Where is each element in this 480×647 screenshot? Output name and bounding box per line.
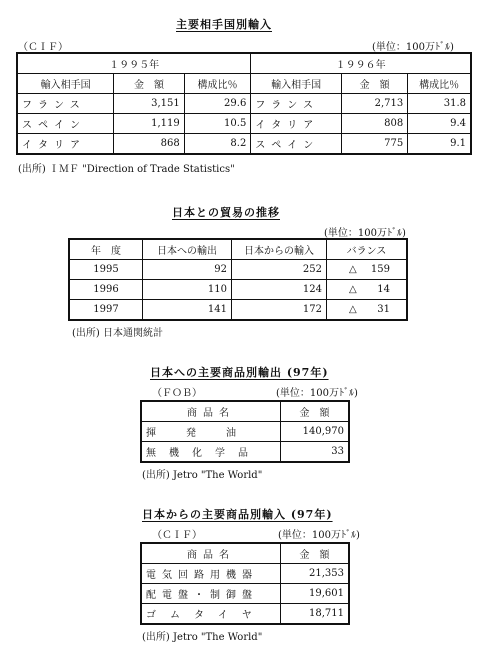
share-cell: 31.8 <box>408 94 471 114</box>
section1-table <box>16 52 472 155</box>
share-cell: 8.2 <box>184 134 251 155</box>
balance-value: 31 <box>377 304 390 315</box>
balance-value: 159 <box>370 264 390 275</box>
year-cell: 1995 <box>69 260 143 280</box>
amount-cell: 808 <box>341 114 407 134</box>
export-cell: 92 <box>143 260 232 280</box>
header-share-1995: 構成比％ <box>184 74 251 94</box>
header-year: 年 度 <box>69 239 143 260</box>
amount-cell: 19,601 <box>281 584 350 604</box>
table-row <box>141 604 349 625</box>
deficit-mark: △ <box>349 284 357 295</box>
section3-title: 日本への主要商品別輸出 (97年) <box>150 366 329 379</box>
product-cell: 無機化学品 <box>141 442 281 463</box>
table-row <box>17 94 471 114</box>
table-row <box>69 280 407 300</box>
header-partner-1996: 輸入相手国 <box>251 74 342 94</box>
table-row <box>17 134 471 155</box>
section1-unit: (単位：100万ﾄﾞﾙ) <box>372 42 454 53</box>
header-amount: 金 額 <box>281 401 350 422</box>
amount-cell: 18,711 <box>281 604 350 625</box>
section2-table <box>68 238 408 321</box>
amount-cell: 1,119 <box>114 114 185 134</box>
section1-basis: （ＣＩＦ） <box>18 42 68 53</box>
section4-unit: (単位：100万ﾄﾞﾙ) <box>278 530 360 541</box>
header-product: 商品名 <box>141 543 281 564</box>
amount-cell: 775 <box>341 134 407 155</box>
section3-unit: (単位：100万ﾄﾞﾙ) <box>276 388 358 399</box>
export-cell: 110 <box>143 280 232 300</box>
section3-table <box>140 400 350 463</box>
balance-cell <box>327 280 408 300</box>
product-cell: 配電盤・制御盤 <box>141 584 281 604</box>
header-share-1996: 構成比％ <box>408 74 471 94</box>
header-balance: バランス <box>327 239 408 260</box>
country-cell: フランス <box>251 94 342 114</box>
section4-table <box>140 542 350 625</box>
header-import: 日本からの輸入 <box>232 239 327 260</box>
country-cell: スペイン <box>17 114 114 134</box>
amount-cell: 2,713 <box>341 94 407 114</box>
header-partner-1995: 輸入相手国 <box>17 74 114 94</box>
balance-value: 14 <box>377 284 390 295</box>
import-cell: 172 <box>232 300 327 321</box>
table-row <box>69 260 407 280</box>
share-cell: 9.4 <box>408 114 471 134</box>
header-amount-1996: 金 額 <box>341 74 407 94</box>
deficit-mark: △ <box>349 264 357 275</box>
country-cell: イタリア <box>17 134 114 155</box>
header-amount-1995: 金 額 <box>114 74 185 94</box>
share-cell: 9.1 <box>408 134 471 155</box>
country-cell: スペイン <box>251 134 342 155</box>
import-cell: 124 <box>232 280 327 300</box>
table-row <box>141 442 349 463</box>
amount-cell: 868 <box>114 134 185 155</box>
amount-cell: 33 <box>281 442 350 463</box>
section3-basis: （ＦＯＢ） <box>152 388 202 399</box>
section2-title: 日本との貿易の推移 <box>172 206 280 219</box>
product-cell: 電気回路用機器 <box>141 564 281 584</box>
section4-title: 日本からの主要商品別輸入 (97年) <box>142 508 333 521</box>
balance-cell <box>327 260 408 280</box>
product-cell: 揮発油 <box>141 422 281 442</box>
product-cell: ゴムタイヤ <box>141 604 281 625</box>
share-cell: 10.5 <box>184 114 251 134</box>
section4-basis: （ＣＩＦ） <box>152 530 202 541</box>
header-amount: 金 額 <box>281 543 350 564</box>
amount-cell: 21,353 <box>281 564 350 584</box>
deficit-mark: △ <box>349 304 357 315</box>
section4-source: (出所) Jetro "The World" <box>142 632 263 643</box>
table-row <box>17 114 471 134</box>
amount-cell: 3,151 <box>114 94 185 114</box>
export-cell: 141 <box>143 300 232 321</box>
year-cell: 1996 <box>69 280 143 300</box>
year-1996: １９９６年 <box>251 53 471 74</box>
table-row <box>141 564 349 584</box>
share-cell: 29.6 <box>184 94 251 114</box>
country-cell: イタリア <box>251 114 342 134</box>
amount-cell: 140,970 <box>281 422 350 442</box>
section2-source: (出所) 日本通関統計 <box>72 328 163 339</box>
section1-source: (出所) ＩＭＦ "Direction of Trade Statistics" <box>18 164 235 175</box>
table-row <box>141 422 349 442</box>
year-cell: 1997 <box>69 300 143 321</box>
year-1995: １９９５年 <box>17 53 251 74</box>
header-export: 日本への輸出 <box>143 239 232 260</box>
section2-unit: (単位：100万ﾄﾞﾙ) <box>324 228 406 239</box>
balance-cell <box>327 300 408 321</box>
import-cell: 252 <box>232 260 327 280</box>
header-product: 商品名 <box>141 401 281 422</box>
table-row <box>141 584 349 604</box>
section3-source: (出所) Jetro "The World" <box>142 470 263 481</box>
table-row <box>69 300 407 321</box>
country-cell: フランス <box>17 94 114 114</box>
section1-title: 主要相手国別輸入 <box>176 18 272 31</box>
